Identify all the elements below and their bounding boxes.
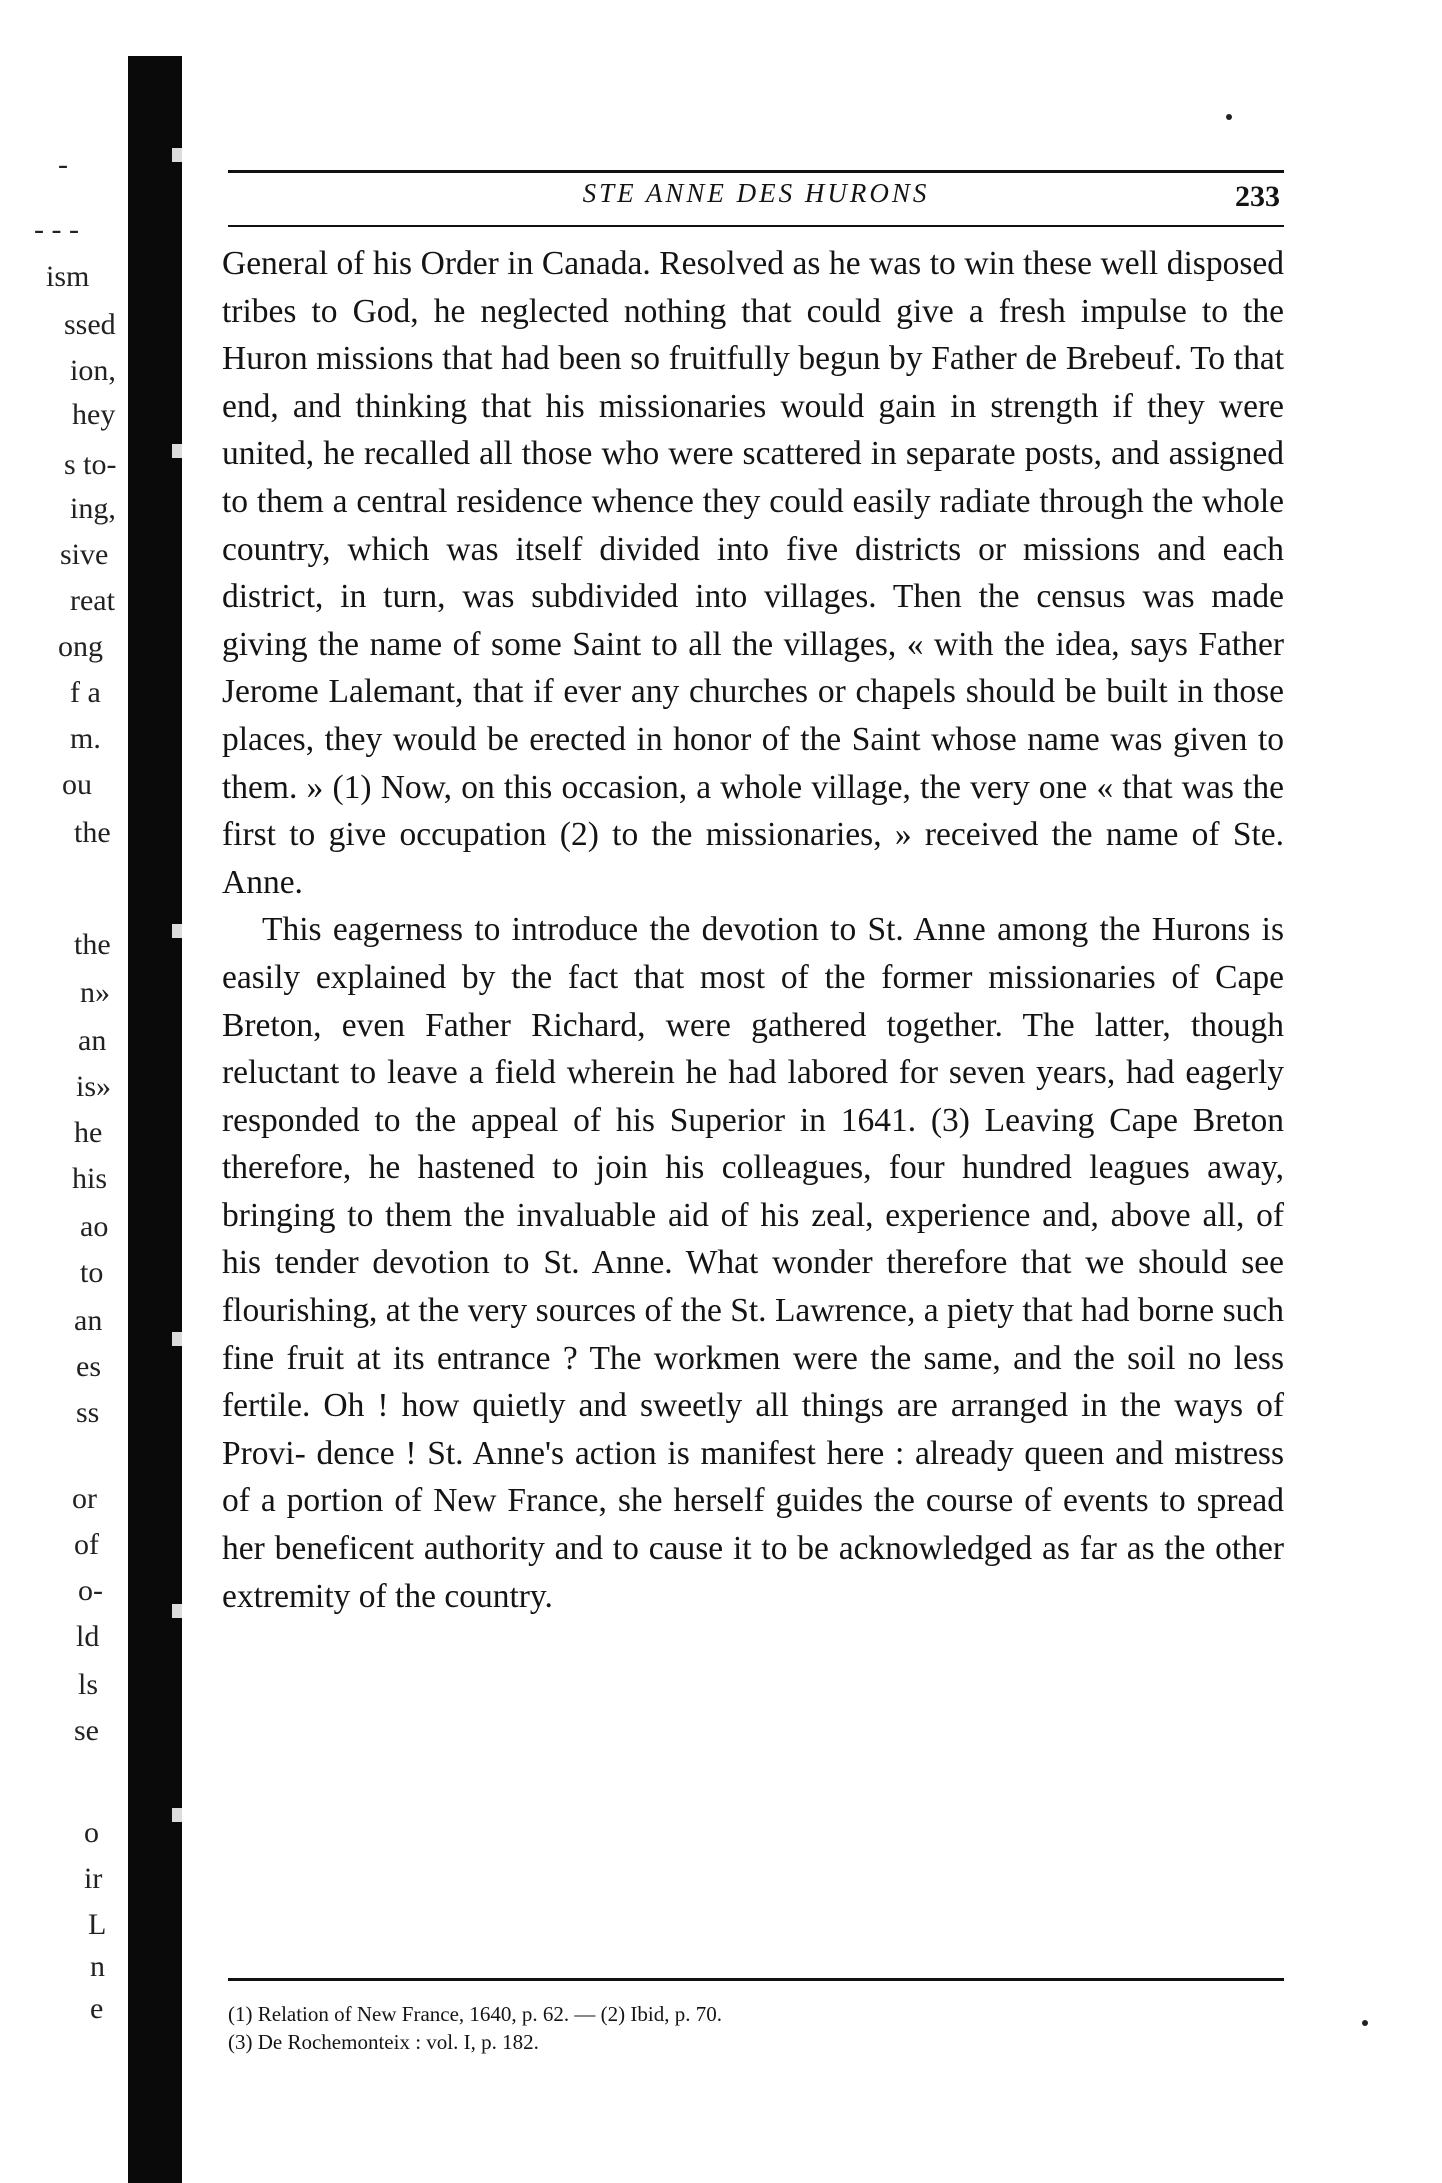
text-line: that had borne such fine fruit at its entrance ? The workmen bbox=[222, 1292, 1284, 1377]
text-line: which was itself divided into five districts or missions and bbox=[347, 530, 1206, 568]
bleed-fragment: ls bbox=[78, 1668, 99, 1701]
bleed-fragment: of bbox=[74, 1528, 99, 1561]
text-line: they would be erected in honor of the Saint whose name was bbox=[324, 720, 1163, 758]
text-line: the country. bbox=[395, 1577, 553, 1615]
text-line: been so fruitfully begun by Father de Brebeuf. To that end, bbox=[222, 340, 1285, 425]
page-number: 233 bbox=[1235, 180, 1280, 213]
text-line: these well disposed tribes to God, he neglected nothing that bbox=[222, 245, 1284, 330]
bleed-fragment: n» bbox=[80, 976, 110, 1009]
bleed-fragment: or bbox=[72, 1482, 97, 1515]
bleed-fragment: - bbox=[58, 148, 68, 181]
body-text bbox=[222, 240, 1284, 1620]
text-line: villages, « with the idea, says Father Jerome Lalemant, that bbox=[222, 625, 1284, 711]
text-line: the very one « that was the first to give occupation (2) to the bbox=[222, 768, 1284, 854]
text-line: Cape Breton therefore, he hastened to join his colleagues, four bbox=[222, 1101, 1285, 1187]
text-line: dence ! St. Anne's action is manifest here : already queen and bbox=[316, 1434, 1164, 1472]
text-line: census was made giving the name of some Saint to all the bbox=[222, 578, 1284, 663]
text-line: General of his Order in Canada. Resolved as he was to win bbox=[222, 245, 1015, 282]
bleed-fragment: ao bbox=[80, 1210, 109, 1243]
text-line: the former missionaries of Cape Breton, even Father Richard, bbox=[222, 958, 1285, 1044]
bleed-fragment: e bbox=[90, 1992, 104, 2025]
bleed-fragment: o bbox=[84, 1816, 99, 1849]
text-line: were the same, and the soil no less fertile. Oh ! how quietly bbox=[222, 1339, 1285, 1425]
text-line: to St. Anne. What wonder therefore that we should see bbox=[503, 1244, 1285, 1282]
text-line: his zeal, experience and, above all, of his tender devotion bbox=[222, 1196, 1285, 1282]
text-line: separate posts, and assigned to them a central residence bbox=[222, 435, 1284, 520]
scan-speck bbox=[1362, 2020, 1368, 2026]
gutter-nick bbox=[172, 1332, 182, 1346]
text-line: whence they could easily radiate through the whole country, bbox=[222, 482, 1285, 568]
bleed-fragment: ion, bbox=[70, 354, 116, 387]
text-line: missionaries, » received the name of Ste. Anne. bbox=[222, 816, 1285, 901]
gutter-nick bbox=[172, 1808, 182, 1822]
bleed-fragment: m. bbox=[70, 722, 101, 755]
bleed-fragment: s to- bbox=[64, 448, 117, 481]
text-line: responded to the appeal of his Superior in 1641. (3) Leaving bbox=[222, 1101, 1095, 1139]
gutter-shadow bbox=[128, 56, 182, 2183]
text-line: given to them. » (1) Now, on this occasion, a whole village, bbox=[222, 720, 1285, 806]
text-line: course of events to spread her beneficent authority and to bbox=[222, 1482, 1285, 1568]
text-line: each district, in turn, was subdivided into villages. Then the bbox=[222, 530, 1284, 616]
bleed-fragment: ou bbox=[62, 768, 92, 801]
text-line: mistress of a portion of New France, she herself guides the bbox=[222, 1434, 1285, 1520]
text-line: cause it to be acknowledged as far as the other extremity of bbox=[222, 1530, 1285, 1615]
text-line: among the Hurons is easily explained by the fact that most of bbox=[222, 911, 1284, 996]
text-line: and thinking that his missionaries would gain in strength if bbox=[292, 387, 1133, 425]
paragraph bbox=[222, 240, 1284, 906]
adjacent-page-bleed bbox=[0, 0, 126, 2183]
gutter-nick bbox=[172, 444, 182, 458]
bleed-fragment: es bbox=[76, 1350, 101, 1383]
bleed-fragment: an bbox=[74, 1304, 103, 1337]
bleed-fragment: sive bbox=[60, 538, 109, 571]
bleed-fragment: to bbox=[80, 1256, 104, 1289]
bleed-fragment: n bbox=[90, 1950, 105, 1983]
bleed-fragment: se bbox=[74, 1714, 99, 1747]
footnote-rule bbox=[228, 1978, 1284, 1981]
bleed-fragment: he bbox=[74, 1116, 103, 1149]
text-line: if ever any churches or chapels should be built in those places, bbox=[222, 673, 1285, 758]
footnotes bbox=[228, 2000, 1284, 2056]
text-line: could give a fresh impulse to the Huron missions that had bbox=[222, 292, 1284, 378]
text-line: and sweetly all things are arranged in the ways of Provi- bbox=[222, 1387, 1285, 1472]
bleed-fragment: ss bbox=[76, 1396, 100, 1429]
footnote: (1) Relation of New France, 1640, p. 62. — (2) Ibid, p. 70. bbox=[228, 2002, 722, 2026]
text-line: were gathered together. The latter, though reluctant to leave bbox=[222, 1006, 1285, 1092]
bleed-fragment: is» bbox=[76, 1070, 112, 1103]
bleed-fragment: reat bbox=[70, 584, 115, 617]
bleed-fragment: ong bbox=[58, 630, 103, 663]
gutter-nick bbox=[172, 148, 182, 162]
running-head bbox=[228, 178, 1284, 222]
header-rule bbox=[228, 170, 1284, 173]
bleed-fragment: the bbox=[74, 928, 111, 961]
bleed-fragment: ssed bbox=[64, 308, 116, 341]
bleed-fragment: f a bbox=[70, 676, 101, 709]
bleed-fragment: hey bbox=[72, 398, 116, 431]
gutter-nick bbox=[172, 924, 182, 938]
bleed-fragment: L bbox=[88, 1908, 107, 1941]
scan-speck bbox=[1226, 114, 1232, 120]
bleed-fragment: ld bbox=[76, 1620, 100, 1653]
text-line: a field wherein he had labored for seven years, had eagerly bbox=[468, 1054, 1285, 1092]
bleed-fragment: ism bbox=[46, 260, 90, 293]
bleed-fragment: his bbox=[72, 1162, 108, 1195]
bleed-fragment: ing, bbox=[70, 492, 116, 525]
text-line: they were united, he recalled all those who were scattered in bbox=[222, 387, 1285, 473]
bleed-fragment: an bbox=[78, 1024, 107, 1057]
header-underline bbox=[228, 225, 1284, 227]
bleed-fragment: - - - bbox=[34, 213, 79, 246]
text-line: hundred leagues away, bringing to them the invaluable aid of bbox=[222, 1149, 1285, 1234]
footnote: (3) De Rochemonteix : vol. I, p. 182. bbox=[228, 2030, 539, 2054]
bleed-fragment: ir bbox=[84, 1862, 103, 1895]
running-title: STE ANNE DES HURONS bbox=[582, 178, 930, 208]
paragraph bbox=[222, 906, 1284, 1620]
text-line: flourishing, at the very sources of the St. Lawrence, a piety bbox=[222, 1292, 1015, 1330]
bleed-fragment: o- bbox=[78, 1574, 103, 1607]
bleed-fragment: the bbox=[74, 816, 111, 849]
gutter-nick bbox=[172, 1604, 182, 1618]
text-line: This eagerness to introduce the devotion to St. Anne bbox=[262, 911, 986, 949]
